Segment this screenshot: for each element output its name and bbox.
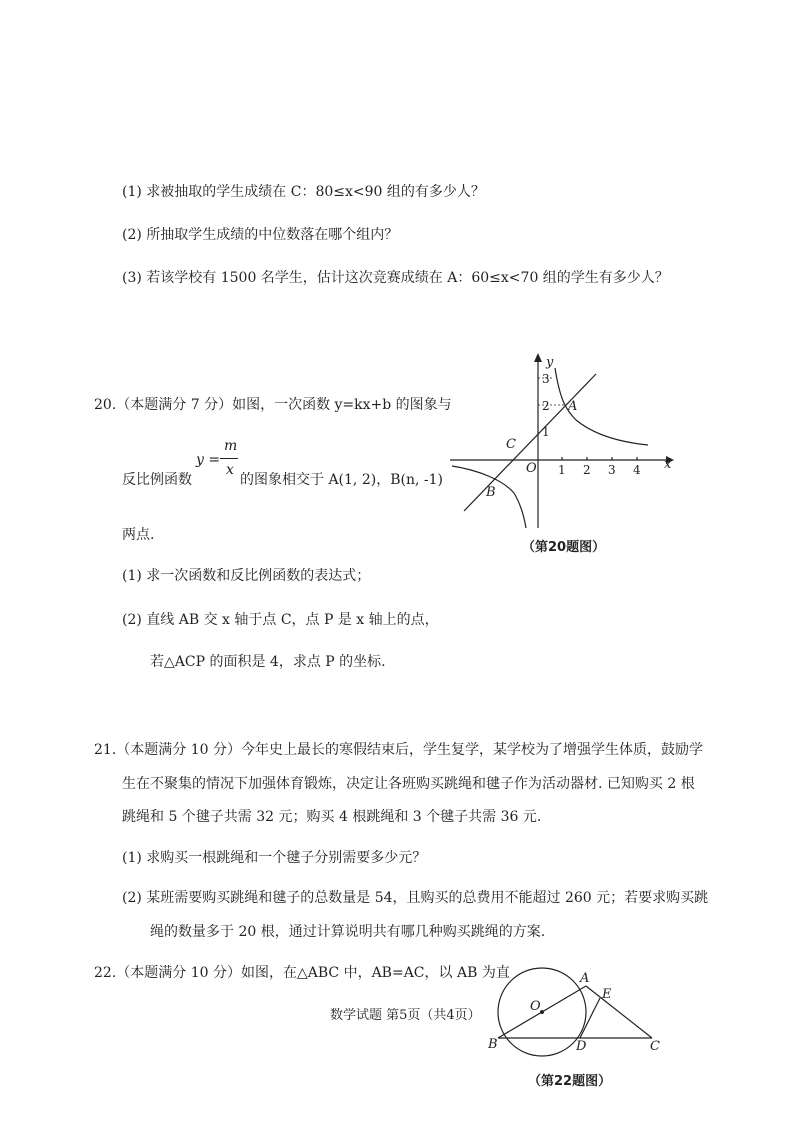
y-tick-label-3: 3 <box>542 372 550 386</box>
page-footer: 数学试题 第5页（共4页） <box>330 1008 481 1023</box>
label-c: C <box>650 1039 660 1054</box>
q19-part3: (3) 若该学校有 1500 名学生，估计这次竞赛成绩在 A：60≤x<70 组的学生有多少人？ <box>122 270 669 286</box>
point-b-label: B <box>486 485 496 500</box>
q21-part2-cont: 绳的数量多于 20 根，通过计算说明共有哪几种购买跳绳的方案. <box>150 924 546 940</box>
label-b: B <box>488 1037 498 1052</box>
y-tick-label-1: 1 <box>542 425 550 439</box>
q20-stem-line3: 两点. <box>122 527 155 543</box>
y-tick-label-2: 2 <box>542 399 550 413</box>
q21-stem-line1: 21.（本题满分 10 分）今年史上最长的寒假结束后，学生复学，某学校为了增强学生体质，鼓励学 <box>94 742 703 758</box>
q20-part2-cont: 若△ACP 的面积是 4，求点 P 的坐标. <box>150 654 386 670</box>
q22-geometry-figure <box>484 958 674 1068</box>
q20-stem-suffix: 的图象相交于 A(1, 2)，B(n, -1) <box>240 472 443 488</box>
q21-part2: (2) 某班需要购买跳绳和毽子的总数量是 54，且购买的总费用不能超过 260 元；若要求购买跳 <box>122 890 709 906</box>
segment-de <box>580 998 600 1038</box>
q20-fraction-bar <box>220 458 238 459</box>
label-e: E <box>602 987 612 1002</box>
q22-stem-line1: 22.（本题满分 10 分）如图，在△ABC 中，AB=AC，以 AB 为直 <box>94 965 510 981</box>
q20-part2: (2) 直线 AB 交 x 轴于点 C，点 P 是 x 轴上的点， <box>122 612 439 628</box>
q20-stem-prefix: 反比例函数 <box>122 472 192 488</box>
q21-part1: (1) 求购买一根跳绳和一个毽子分别需要多少元？ <box>122 850 427 866</box>
q20-fraction-lhs: y = <box>196 452 221 468</box>
x-tick-label-1: 1 <box>558 463 566 477</box>
q20-part1: (1) 求一次函数和反比例函数的表达式； <box>122 568 371 584</box>
y-axis-label: y <box>546 355 554 370</box>
point-c-label: C <box>506 437 516 452</box>
x-axis-label: x <box>664 457 672 472</box>
q21-stem-line2: 生在不聚集的情况下加强体育锻炼，决定让各班购买跳绳和毽子作为活动器材. 已知购买 2 根 <box>122 776 695 792</box>
origin-label: O <box>526 461 537 476</box>
label-d: D <box>576 1039 587 1054</box>
q19-part1: (1) 求被抽取的学生成绩在 C：80≤x<90 组的有多少人？ <box>122 184 485 200</box>
linear-function-line <box>464 374 596 511</box>
segment-ac <box>586 986 652 1038</box>
q21-stem-line3: 跳绳和 5 个毽子共需 32 元；购买 4 根跳绳和 3 个毽子共需 36 元. <box>122 809 542 825</box>
q22-figure-caption: （第22题图） <box>528 1074 612 1089</box>
q20-stem-line1: 20.（本题满分 7 分）如图，一次函数 y=kx+b 的图象与 <box>94 397 452 413</box>
label-o: O <box>530 999 541 1014</box>
x-tick-label-4: 4 <box>633 463 641 477</box>
q20-fraction-numerator: m <box>224 438 238 454</box>
x-tick-label-2: 2 <box>583 463 591 477</box>
q19-part2: (2) 所抽取学生成绩的中位数落在哪个组内？ <box>122 227 399 243</box>
y-axis-arrow <box>534 353 542 362</box>
q20-fraction-denominator: x <box>226 462 234 478</box>
x-tick-label-3: 3 <box>608 463 616 477</box>
q20-graph-figure <box>448 348 688 534</box>
label-a: A <box>580 971 590 986</box>
q20-figure-caption: （第20题图） <box>522 540 606 555</box>
point-a-label: A <box>568 399 578 414</box>
